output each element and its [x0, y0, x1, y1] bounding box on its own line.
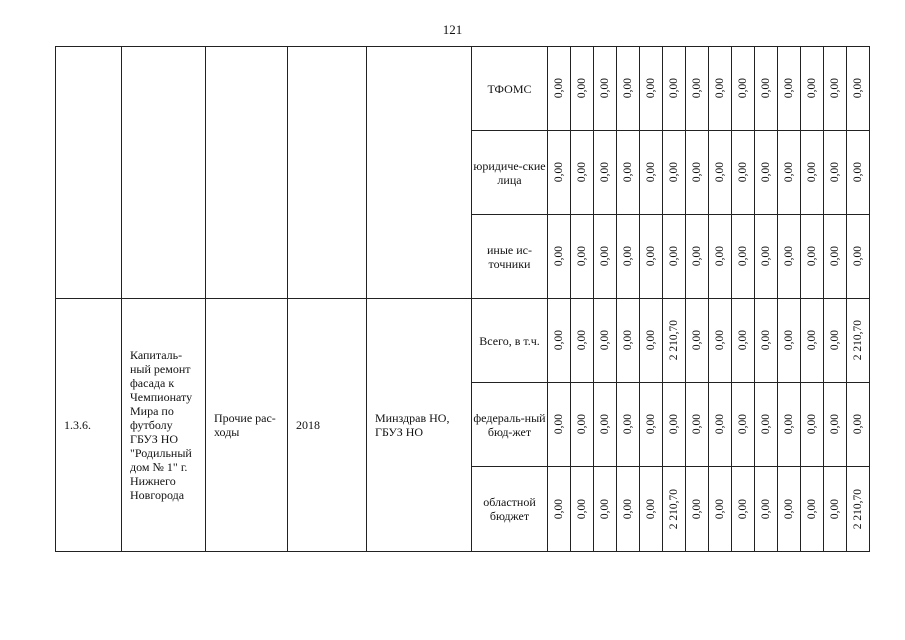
- amount-cell: [824, 215, 847, 299]
- amount-value: 0,00: [576, 330, 588, 351]
- amount-cell: [686, 215, 709, 299]
- amount-cell: [732, 299, 755, 383]
- amount-value: 0,00: [668, 78, 680, 99]
- amount-value: 0,00: [576, 498, 588, 520]
- amount-value: 0,00: [576, 162, 588, 183]
- amount-cell: [755, 215, 778, 299]
- amount-cell: [640, 383, 663, 467]
- amount-cell: [709, 215, 732, 299]
- amount-value: 0,00: [714, 414, 726, 435]
- amount-value: 0,00: [553, 78, 565, 99]
- amount-cell: [571, 299, 594, 383]
- amount-cell: [824, 299, 847, 383]
- amount-cell: [594, 215, 617, 299]
- amount-cell: [755, 467, 778, 552]
- amount-value: 0,00: [691, 162, 703, 183]
- expense-type: Прочие рас-ходы: [206, 299, 288, 552]
- amount-value: 0,00: [829, 414, 841, 435]
- amount-cell: [686, 299, 709, 383]
- amount-value: 0,00: [737, 162, 749, 183]
- amount-cell: [617, 299, 640, 383]
- amount-value: 0,00: [599, 498, 611, 520]
- amount-cell: [824, 47, 847, 131]
- amount-value: 0,00: [622, 78, 634, 99]
- amount-value: 0,00: [806, 246, 818, 267]
- amount-cell: [824, 383, 847, 467]
- empty-number-cell: [56, 47, 122, 299]
- amount-value: 0,00: [737, 414, 749, 435]
- amount-cell: [847, 383, 870, 467]
- amount-cell: [686, 131, 709, 215]
- amount-cell: [709, 131, 732, 215]
- amount-cell: [778, 299, 801, 383]
- amount-cell: [640, 299, 663, 383]
- amount-value: 0,00: [852, 414, 864, 435]
- amount-cell: [617, 467, 640, 552]
- amount-value: 0,00: [553, 246, 565, 267]
- amount-cell: [732, 47, 755, 131]
- amount-value: 0,00: [622, 162, 634, 183]
- amount-cell: [594, 47, 617, 131]
- amount-value: 0,00: [714, 330, 726, 351]
- item-year: 2018: [288, 299, 367, 552]
- amount-value: 0,00: [829, 498, 841, 520]
- amount-value: 0,00: [760, 330, 772, 351]
- item-number: 1.3.6.: [56, 299, 122, 552]
- amount-cell: [801, 131, 824, 215]
- funding-source-label: Всего, в т.ч.: [472, 299, 548, 383]
- amount-cell: [571, 383, 594, 467]
- amount-value: 0,00: [691, 330, 703, 351]
- funding-source-label: иные ис-точники: [472, 215, 548, 299]
- amount-value: 0,00: [852, 78, 864, 99]
- amount-value: 0,00: [783, 498, 795, 520]
- amount-cell: [824, 131, 847, 215]
- amount-value: 0,00: [852, 246, 864, 267]
- amount-value: 0,00: [691, 414, 703, 435]
- amount-value: 0,00: [783, 78, 795, 99]
- amount-value: 0,00: [852, 162, 864, 183]
- amount-cell: [709, 47, 732, 131]
- amount-cell: [778, 383, 801, 467]
- amount-value: 0,00: [553, 330, 565, 351]
- amount-cell: [663, 383, 686, 467]
- amount-cell: [755, 131, 778, 215]
- amount-cell: [663, 467, 686, 552]
- amount-cell: [617, 47, 640, 131]
- amount-cell: [732, 131, 755, 215]
- amount-value: 0,00: [645, 162, 657, 183]
- amount-value: 0,00: [576, 246, 588, 267]
- amount-value: 0,00: [691, 78, 703, 99]
- amount-cell: [778, 131, 801, 215]
- amount-value: 0,00: [668, 414, 680, 435]
- amount-value: 0,00: [691, 498, 703, 520]
- amount-cell: [640, 47, 663, 131]
- amount-cell: [755, 383, 778, 467]
- amount-value: 0,00: [553, 414, 565, 435]
- amount-value: 0,00: [599, 414, 611, 435]
- amount-cell: [594, 299, 617, 383]
- amount-value: 0,00: [599, 246, 611, 267]
- amount-value: 0,00: [737, 78, 749, 99]
- amount-cell: [801, 215, 824, 299]
- amount-value: 0,00: [714, 498, 726, 520]
- amount-value: 0,00: [737, 330, 749, 351]
- amount-cell: [686, 383, 709, 467]
- amount-value: 0,00: [553, 498, 565, 520]
- amount-value: 0,00: [806, 330, 818, 351]
- amount-cell: [571, 47, 594, 131]
- funding-source-label: федераль-ный бюд-жет: [472, 383, 548, 467]
- empty-name-cell: [122, 47, 206, 299]
- amount-value: 0,00: [668, 162, 680, 183]
- amount-value: 0,00: [553, 162, 565, 183]
- amount-cell: [663, 47, 686, 131]
- amount-value: 0,00: [622, 498, 634, 520]
- amount-value: 0,00: [714, 78, 726, 99]
- amount-value: 0,00: [760, 78, 772, 99]
- amount-value: 0,00: [806, 162, 818, 183]
- amount-value: 0,00: [760, 246, 772, 267]
- amount-cell: [801, 299, 824, 383]
- amount-value: 0,00: [783, 414, 795, 435]
- amount-value: 0,00: [783, 246, 795, 267]
- amount-cell: [663, 299, 686, 383]
- funding-source-label: юридиче-ские лица: [472, 131, 548, 215]
- amount-cell: [847, 131, 870, 215]
- amount-value: 0,00: [783, 162, 795, 183]
- amount-cell: [755, 299, 778, 383]
- empty-expense-cell: [206, 47, 288, 299]
- amount-cell: [824, 467, 847, 552]
- amount-cell: [548, 47, 571, 131]
- empty-executor-cell: [367, 47, 472, 299]
- amount-value: 0,00: [737, 246, 749, 267]
- amount-cell: [548, 467, 571, 552]
- amount-value: 0,00: [645, 414, 657, 435]
- amount-value: 0,00: [760, 414, 772, 435]
- amount-cell: [617, 131, 640, 215]
- amount-cell: [548, 131, 571, 215]
- amount-value: 2 210,70: [852, 488, 864, 530]
- amount-value: 0,00: [622, 330, 634, 351]
- amount-cell: [594, 131, 617, 215]
- amount-value: 0,00: [599, 330, 611, 351]
- amount-cell: [732, 467, 755, 552]
- amount-cell: [755, 47, 778, 131]
- amount-cell: [847, 47, 870, 131]
- amount-value: 2 210,70: [668, 320, 680, 361]
- amount-value: 0,00: [783, 330, 795, 351]
- amount-value: 0,00: [829, 162, 841, 183]
- amount-value: 0,00: [760, 162, 772, 183]
- amount-value: 0,00: [645, 498, 657, 520]
- amount-value: 2 210,70: [852, 320, 864, 361]
- amount-cell: [548, 299, 571, 383]
- amount-value: 0,00: [714, 162, 726, 183]
- amount-value: 0,00: [806, 78, 818, 99]
- amount-value: 0,00: [645, 330, 657, 351]
- amount-cell: [640, 467, 663, 552]
- amount-value: 0,00: [829, 330, 841, 351]
- amount-value: 0,00: [829, 78, 841, 99]
- amount-value: 0,00: [806, 498, 818, 520]
- amount-cell: [801, 383, 824, 467]
- amount-value: 0,00: [668, 246, 680, 267]
- amount-value: 0,00: [622, 414, 634, 435]
- amount-cell: [594, 383, 617, 467]
- funding-source-label: областной бюджет: [472, 467, 548, 552]
- item-executor: Минздрав НО, ГБУЗ НО: [367, 299, 472, 552]
- amount-value: 0,00: [576, 414, 588, 435]
- amount-cell: [801, 47, 824, 131]
- empty-year-cell: [288, 47, 367, 299]
- amount-cell: [548, 215, 571, 299]
- amount-value: 0,00: [576, 78, 588, 99]
- amount-value: 0,00: [691, 246, 703, 267]
- amount-cell: [640, 131, 663, 215]
- amount-value: 2 210,70: [668, 488, 680, 530]
- amount-value: 0,00: [829, 246, 841, 267]
- amount-cell: [686, 47, 709, 131]
- amount-cell: [663, 131, 686, 215]
- amount-cell: [571, 467, 594, 552]
- amount-cell: [571, 131, 594, 215]
- amount-cell: [778, 467, 801, 552]
- amount-cell: [778, 47, 801, 131]
- amount-value: 0,00: [645, 246, 657, 267]
- table-row: [56, 299, 870, 383]
- amount-cell: [617, 383, 640, 467]
- amount-cell: [571, 215, 594, 299]
- amount-value: 0,00: [599, 78, 611, 99]
- amount-cell: [640, 215, 663, 299]
- amount-cell: [732, 215, 755, 299]
- amount-value: 0,00: [645, 78, 657, 99]
- amount-cell: [709, 299, 732, 383]
- amount-cell: [847, 467, 870, 552]
- amount-cell: [732, 383, 755, 467]
- amount-cell: [709, 383, 732, 467]
- funding-source-label: ТФОМС: [472, 47, 548, 131]
- amount-value: 0,00: [599, 162, 611, 183]
- table-row: [56, 47, 870, 131]
- amount-cell: [594, 467, 617, 552]
- amount-cell: [847, 299, 870, 383]
- amount-value: 0,00: [760, 498, 772, 520]
- item-name: Капиталь-ный ремонт фасада к Чемпионату Мира по футболу ГБУЗ НО "Родильный дом № 1" г. Нижнего Новгорода: [122, 299, 206, 552]
- amount-cell: [778, 215, 801, 299]
- amount-value: 0,00: [622, 246, 634, 267]
- amount-value: 0,00: [737, 498, 749, 520]
- amount-cell: [686, 467, 709, 552]
- amount-value: 0,00: [806, 414, 818, 435]
- amount-cell: [663, 215, 686, 299]
- budget-table: [55, 46, 870, 552]
- amount-cell: [617, 215, 640, 299]
- amount-cell: [847, 215, 870, 299]
- amount-cell: [709, 467, 732, 552]
- amount-cell: [801, 467, 824, 552]
- amount-cell: [548, 383, 571, 467]
- page-number: 121: [442, 22, 463, 37]
- amount-value: 0,00: [714, 246, 726, 267]
